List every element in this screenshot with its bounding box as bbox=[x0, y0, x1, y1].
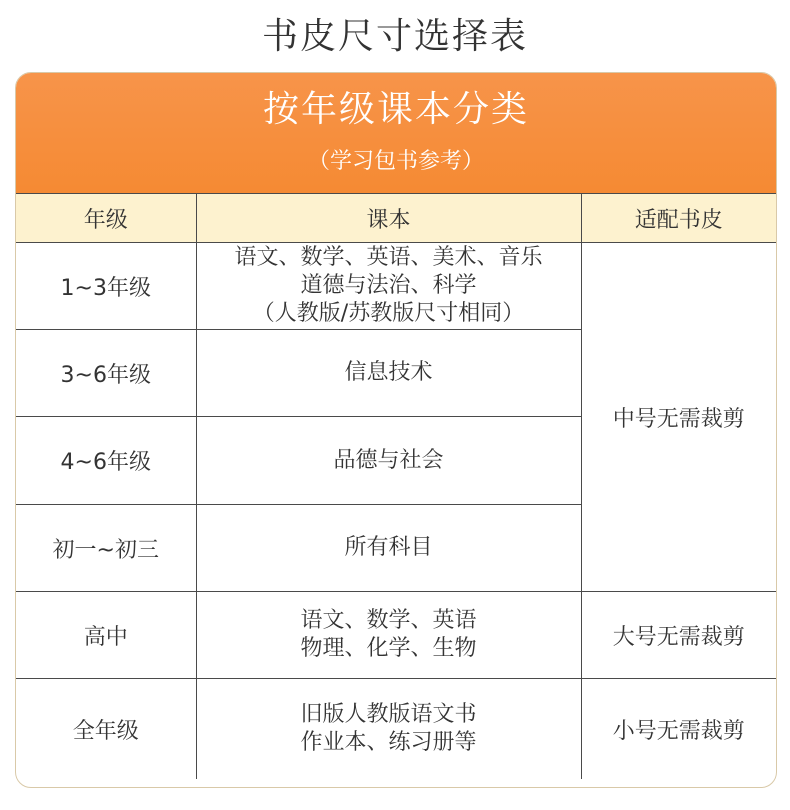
card-subtitle: （学习包书参考） bbox=[307, 149, 484, 174]
column-header-books: 课本 bbox=[196, 194, 581, 243]
cover-cell: 中号无需裁剪 bbox=[581, 243, 776, 592]
books-cell bbox=[196, 330, 581, 417]
grade-cell: 初一~初三 bbox=[16, 505, 196, 592]
books-cell bbox=[196, 592, 581, 679]
books-line: 所有科目 bbox=[344, 535, 433, 560]
books-cell bbox=[196, 417, 581, 505]
table-row bbox=[16, 592, 776, 679]
table-row bbox=[16, 679, 776, 780]
cover-cell: 小号无需裁剪 bbox=[581, 679, 776, 780]
books-cell bbox=[196, 243, 581, 330]
page-title: 书皮尺寸选择表 bbox=[261, 16, 528, 57]
grade-cell: 全年级 bbox=[16, 679, 196, 780]
grade-cell: 3~6年级 bbox=[16, 330, 196, 417]
table-header-row bbox=[16, 194, 776, 243]
books-line: 物理、化学、生物 bbox=[300, 636, 477, 661]
size-table bbox=[16, 193, 776, 779]
books-line: 信息技术 bbox=[344, 360, 433, 385]
books-line: 旧版人教版语文书 bbox=[300, 702, 477, 727]
size-table-card bbox=[15, 72, 777, 788]
books-line: 语文、数学、英语 bbox=[300, 608, 477, 633]
grade-cell: 高中 bbox=[16, 592, 196, 679]
books-cell bbox=[196, 505, 581, 592]
books-line: 品德与社会 bbox=[333, 447, 444, 473]
books-line: 语文、数学、英语、美术、音乐 bbox=[234, 245, 543, 270]
column-header-grade: 年级 bbox=[16, 194, 196, 243]
table-row bbox=[16, 243, 776, 330]
cover-cell: 大号无需裁剪 bbox=[581, 592, 776, 679]
books-line: 道德与法治、科学 bbox=[300, 273, 477, 298]
column-header-cover: 适配书皮 bbox=[581, 194, 776, 243]
card-header bbox=[16, 73, 776, 193]
grade-cell: 1~3年级 bbox=[16, 243, 196, 330]
card-title: 按年级课本分类 bbox=[262, 89, 529, 130]
books-line: 作业本、练习册等 bbox=[300, 730, 477, 755]
books-line: （人教版/苏教版尺寸相同） bbox=[252, 301, 525, 326]
books-cell bbox=[196, 679, 581, 780]
grade-cell: 4~6年级 bbox=[16, 417, 196, 505]
